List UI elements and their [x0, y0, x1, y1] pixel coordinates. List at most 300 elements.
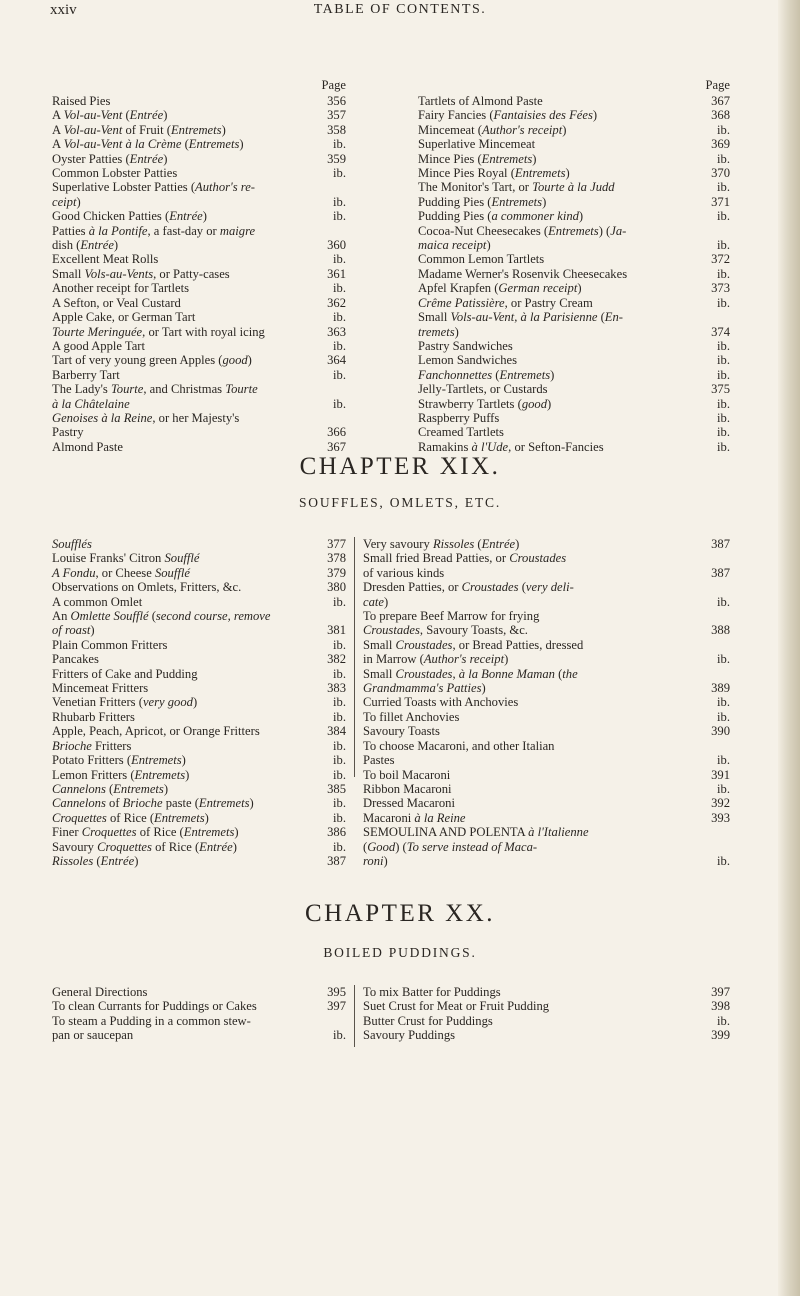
toc-page-number: ib.: [717, 1013, 730, 1028]
toc-page-number: ib.: [717, 709, 730, 724]
toc-entry-title: Pastry: [52, 425, 84, 440]
toc-column-ch20-left: [52, 985, 346, 1043]
toc-page-number: ib.: [333, 137, 346, 152]
column-divider: [354, 537, 355, 777]
toc-entry-title: Observations on Omlets, Fritters, &c.: [52, 580, 242, 595]
toc-entry-title: Small Vols-au-Vent, à la Parisienne (En-: [418, 310, 623, 325]
toc-entry: [363, 681, 730, 695]
toc-page-number: 363: [327, 324, 346, 339]
toc-entry: [52, 566, 346, 580]
toc-page-number: 368: [711, 108, 730, 123]
chapter-subtitle: BOILED PUDDINGS.: [323, 945, 477, 960]
toc-entry: [363, 796, 730, 810]
toc-entry: [363, 551, 730, 565]
toc-page-number: 359: [327, 151, 346, 166]
toc-page-number: 367: [711, 94, 730, 108]
toc-page-number: ib.: [333, 367, 346, 382]
toc-entry-title: Ribbon Macaroni: [363, 781, 452, 796]
toc-entry-title: Fairy Fancies (Fantaisies des Fées): [418, 108, 598, 123]
toc-entry-title: Ramakins à l'Ude, or Sefton-Fancies: [418, 439, 604, 454]
toc-entry-title: Creamed Tartlets: [418, 425, 504, 440]
toc-page-number: 361: [327, 266, 346, 281]
toc-entry-title: Small Croustades, à la Bonne Maman (the: [363, 666, 578, 681]
toc-entry-title: Mincemeat Fritters: [52, 681, 149, 696]
toc-page-number: 375: [711, 382, 730, 397]
toc-page-number: ib.: [717, 425, 730, 440]
toc-entry-title: in Marrow (Author's receipt): [363, 652, 509, 667]
toc-page-number: ib.: [333, 1028, 346, 1043]
toc-entry: [52, 397, 346, 411]
toc-page-number: ib.: [333, 396, 346, 411]
toc-page-number: 391: [711, 767, 730, 782]
toc-entry: [418, 123, 730, 137]
toc-entry-title: To choose Macaroni, and other Italian: [363, 738, 555, 753]
toc-entry: [52, 325, 346, 339]
toc-entry: [363, 609, 730, 623]
toc-entry: [363, 537, 730, 551]
toc-entry: [52, 753, 346, 767]
toc-entry-title: Curried Toasts with Anchovies: [363, 695, 519, 710]
toc-page-number: 399: [711, 1028, 730, 1043]
toc-entry-title: Apple, Peach, Apricot, or Orange Fritters: [52, 724, 260, 739]
toc-entry: [52, 166, 346, 180]
toc-page-number: ib.: [333, 252, 346, 267]
toc-page-number: ib.: [333, 637, 346, 652]
toc-entry: [418, 382, 730, 396]
toc-page-number: 358: [327, 122, 346, 137]
toc-entry-title: Crême Patissière, or Pastry Cream: [418, 295, 593, 310]
toc-entry: [52, 353, 346, 367]
toc-entry: [363, 1028, 730, 1042]
toc-entry-title: Venetian Fritters (very good): [52, 695, 198, 710]
toc-entry: [52, 724, 346, 738]
toc-entry: [363, 999, 730, 1013]
toc-entry: [52, 123, 346, 137]
toc-entry: [418, 397, 730, 411]
toc-page-number: ib.: [717, 367, 730, 382]
toc-entry: [52, 796, 346, 810]
toc-entry: [363, 652, 730, 666]
toc-page-number: ib.: [717, 151, 730, 166]
toc-entry: [363, 985, 730, 999]
column-divider: [354, 985, 355, 1047]
toc-page-number: ib.: [717, 238, 730, 253]
toc-entry-title: Small Vols-au-Vents, or Patty-cases: [52, 266, 230, 281]
toc-entry-title: Pastes: [363, 753, 395, 768]
toc-page-number: 367: [327, 439, 346, 454]
toc-page-number: ib.: [717, 594, 730, 609]
toc-entry: [52, 152, 346, 166]
toc-column-ch19-right: [363, 537, 730, 868]
toc-entry: [418, 353, 730, 367]
toc-entry-title: Good Chicken Patties (Entrée): [52, 209, 207, 224]
toc-entry-title: Macaroni à la Reine: [363, 810, 466, 825]
toc-entry: [52, 782, 346, 796]
toc-entry-title: To clean Currants for Puddings or Cakes: [52, 999, 257, 1014]
toc-page-number: 386: [327, 825, 346, 840]
toc-entry: [52, 310, 346, 324]
toc-entry: [363, 840, 730, 854]
toc-page-number: 372: [711, 252, 730, 267]
toc-page-number: 366: [327, 425, 346, 440]
toc-entry: [52, 999, 346, 1013]
toc-column-ch19-left: [52, 537, 346, 868]
toc-entry-title: of various kinds: [363, 565, 445, 580]
toc-entry-title: Savoury Puddings: [363, 1028, 456, 1043]
toc-entry-title: Fritters of Cake and Pudding: [52, 666, 198, 681]
toc-column-ch20-right: [363, 985, 730, 1043]
toc-entry-title: Superlative Lobster Patties (Author's re-: [52, 180, 255, 195]
toc-entry-title: cate): [363, 594, 389, 609]
toc-page-number: ib.: [333, 338, 346, 353]
toc-page-number: ib.: [717, 353, 730, 368]
toc-entry: [418, 209, 730, 223]
toc-page-number: ib.: [333, 839, 346, 854]
toc-entry-title: Savoury Toasts: [363, 724, 440, 739]
toc-entry: [52, 854, 346, 868]
toc-entry: [418, 195, 730, 209]
toc-entry-title: Mincemeat (Author's receipt): [418, 122, 567, 137]
toc-entry-title: Small Croustades, or Bread Patties, dressed: [363, 637, 584, 652]
toc-entry-title: pan or saucepan: [52, 1028, 134, 1043]
toc-page-number: ib.: [717, 853, 730, 868]
toc-column-ch18-left: [52, 78, 346, 454]
toc-entry: [52, 652, 346, 666]
toc-entry-title: The Monitor's Tart, or Tourte à la Judd: [418, 180, 615, 195]
toc-entry-title: Pastry Sandwiches: [418, 338, 513, 353]
toc-entry: [418, 425, 730, 439]
toc-page-number: ib.: [333, 796, 346, 811]
toc-entry-title: Apfel Krapfen (German receipt): [418, 281, 582, 296]
toc-entry: [418, 152, 730, 166]
toc-entry: [52, 825, 346, 839]
toc-entry: [363, 695, 730, 709]
toc-entry-title: Pudding Pies (a commoner kind): [418, 209, 584, 224]
toc-page-number: ib.: [717, 439, 730, 454]
toc-entry-title: Rhubarb Fritters: [52, 709, 135, 724]
toc-page-number: 393: [711, 810, 730, 825]
toc-page-number: ib.: [333, 695, 346, 710]
toc-page-number: 357: [327, 108, 346, 123]
toc-page-number: 381: [327, 623, 346, 638]
toc-page-number: 390: [711, 724, 730, 739]
toc-entry-title: To steam a Pudding in a common stew-: [52, 1013, 251, 1028]
toc-entry-title: To boil Macaroni: [363, 767, 451, 782]
toc-page-number: ib.: [333, 209, 346, 224]
page-column-label: Page: [321, 78, 346, 92]
page-column-label: Page: [705, 78, 730, 92]
toc-page-number: 384: [327, 724, 346, 739]
toc-entry: [418, 339, 730, 353]
toc-entry: [363, 782, 730, 796]
toc-page-number: 364: [327, 353, 346, 368]
toc-entry-title: Croustades, Savoury Toasts, &c.: [363, 623, 528, 638]
toc-entry-title: To prepare Beef Marrow for frying: [363, 609, 540, 624]
toc-page-number: 385: [327, 781, 346, 796]
toc-entry-title: Louise Franks' Citron Soufflé: [52, 551, 200, 566]
toc-entry: [52, 695, 346, 709]
toc-page-number: 387: [327, 853, 346, 868]
toc-page-number: 362: [327, 295, 346, 310]
toc-page-number: ib.: [717, 396, 730, 411]
toc-entry-title: maica receipt): [418, 238, 491, 253]
toc-entry: [363, 768, 730, 782]
toc-entry-title: of roast): [52, 623, 95, 638]
toc-entry-title: Jelly-Tartlets, or Custards: [418, 382, 548, 397]
toc-page-number: ib.: [333, 281, 346, 296]
toc-entry-title: Suet Crust for Meat or Fruit Pudding: [363, 999, 550, 1014]
toc-entry: [418, 224, 730, 238]
toc-page-number: 377: [327, 537, 346, 551]
toc-entry-title: An Omlette Soufflé (second course, remove: [52, 609, 271, 624]
page-edge-shadow: [778, 0, 800, 1296]
toc-page-number: ib.: [717, 338, 730, 353]
toc-column-ch18-right: [418, 78, 730, 454]
toc-page-number: 387: [711, 565, 730, 580]
toc-entry: [418, 180, 730, 194]
toc-page-number: 373: [711, 281, 730, 296]
toc-entry: [363, 739, 730, 753]
toc-entry-title: To mix Batter for Puddings: [363, 985, 501, 999]
toc-page-number: ib.: [333, 666, 346, 681]
toc-entry-title: Mince Pies Royal (Entremets): [418, 166, 570, 181]
toc-entry-title: Common Lobster Patties: [52, 166, 178, 181]
toc-entry: [363, 667, 730, 681]
toc-entry-title: Grandmamma's Patties): [363, 681, 486, 696]
toc-entry-title: Madame Werner's Rosenvik Cheesecakes: [418, 266, 628, 281]
toc-entry: [418, 411, 730, 425]
toc-page-number: 379: [327, 565, 346, 580]
toc-entry-title: Cannelons of Brioche paste (Entremets): [52, 796, 254, 811]
toc-page-number: 378: [327, 551, 346, 566]
toc-entry: [52, 267, 346, 281]
toc-entry: [363, 811, 730, 825]
toc-entry: [52, 411, 346, 425]
toc-entry-title: General Directions: [52, 985, 148, 999]
toc-page-number: ib.: [717, 266, 730, 281]
toc-entry-title: Common Lemon Tartlets: [418, 252, 545, 267]
toc-entry: [363, 724, 730, 738]
toc-page-number: ib.: [717, 695, 730, 710]
toc-entry: [418, 281, 730, 295]
toc-entry: [363, 825, 730, 839]
toc-entry: [418, 368, 730, 382]
toc-entry: [52, 209, 346, 223]
toc-entry-title: To fillet Anchovies: [363, 709, 460, 724]
toc-page-number: 392: [711, 796, 730, 811]
toc-page-number: 387: [711, 537, 730, 551]
toc-entry: [52, 710, 346, 724]
toc-entry: [418, 296, 730, 310]
toc-entry: [52, 667, 346, 681]
toc-page-number: 397: [711, 985, 730, 999]
toc-entry: [418, 166, 730, 180]
toc-entry-title: Pudding Pies (Entremets): [418, 194, 547, 209]
toc-page-number: ib.: [333, 709, 346, 724]
toc-entry: [52, 623, 346, 637]
toc-entry: [52, 595, 346, 609]
toc-entry: [52, 551, 346, 565]
toc-entry: [52, 537, 346, 551]
toc-entry-title: Dresden Patties, or Croustades (very deli-: [363, 580, 574, 595]
toc-page-number: ib.: [717, 209, 730, 224]
toc-page-number: 389: [711, 681, 730, 696]
toc-entry-title: à la Châtelaine: [52, 396, 130, 411]
toc-entry: [52, 224, 346, 238]
toc-entry-title: Lemon Fritters (Entremets): [52, 767, 190, 782]
toc-entry: [52, 440, 346, 454]
toc-entry: [52, 840, 346, 854]
toc-entry-title: Brioche Fritters: [52, 738, 132, 753]
toc-page-number: 395: [327, 985, 346, 999]
toc-page-number: 371: [711, 194, 730, 209]
toc-page-number: 398: [711, 999, 730, 1014]
toc-entry-title: Potato Fritters (Entremets): [52, 753, 186, 768]
toc-entry: [418, 267, 730, 281]
toc-entry: [363, 566, 730, 580]
toc-entry: [52, 180, 346, 194]
toc-entry-title: dish (Entrée): [52, 238, 119, 253]
toc-page-number: 383: [327, 681, 346, 696]
toc-page-number: 380: [327, 580, 346, 595]
toc-entry: [418, 94, 730, 108]
toc-entry: [363, 1014, 730, 1028]
toc-entry: [363, 638, 730, 652]
toc-entry-title: Strawberry Tartlets (good): [418, 396, 552, 411]
toc-entry: [52, 137, 346, 151]
toc-entry: [418, 325, 730, 339]
toc-entry-title: Genoises à la Reine, or her Majesty's: [52, 410, 240, 425]
toc-page-number: ib.: [333, 166, 346, 181]
toc-page-number: 360: [327, 238, 346, 253]
toc-entry: [52, 580, 346, 594]
chapter-heading: CHAPTER XX.: [304, 900, 495, 927]
toc-entry: [52, 811, 346, 825]
toc-entry: [363, 753, 730, 767]
toc-entry-title: Raspberry Puffs: [418, 410, 500, 425]
chapter-subtitle: SOUFFLES, OMLETS, ETC.: [299, 495, 501, 510]
toc-page-number: 356: [327, 94, 346, 108]
toc-page-number: 382: [327, 652, 346, 667]
toc-entry-title: Dressed Macaroni: [363, 796, 455, 811]
toc-entry: [52, 94, 346, 108]
toc-page-number: ib.: [717, 122, 730, 137]
toc-entry: [52, 609, 346, 623]
toc-entry-title: Cannelons (Entremets): [52, 781, 169, 796]
toc-entry-title: Mince Pies (Entremets): [418, 151, 537, 166]
folio-number: xxiv: [50, 2, 77, 18]
toc-entry-title: Cocoa-Nut Cheesecakes (Entremets) (Ja-: [418, 223, 627, 238]
toc-entry-title: A Vol-au-Vent à la Crème (Entremets): [52, 137, 244, 152]
toc-entry: [52, 985, 346, 999]
toc-entry: [418, 310, 730, 324]
toc-page-number: ib.: [717, 753, 730, 768]
toc-entry-title: A common Omlet: [52, 594, 143, 609]
toc-page-number: 388: [711, 623, 730, 638]
toc-entry-title: roni): [363, 853, 388, 868]
toc-entry-title: Lemon Sandwiches: [418, 353, 517, 368]
toc-entry-title: Very savoury Rissoles (Entrée): [363, 537, 520, 551]
toc-page-number: ib.: [717, 180, 730, 195]
toc-entry: [52, 382, 346, 396]
toc-entry-title: Superlative Mincemeat: [418, 137, 536, 152]
toc-entry: [418, 252, 730, 266]
toc-page-number: ib.: [333, 738, 346, 753]
toc-page-number: ib.: [333, 194, 346, 209]
toc-entry-title: Soufflés: [52, 537, 92, 551]
toc-entry-title: Apple Cake, or German Tart: [52, 310, 196, 325]
toc-entry-title: SEMOULINA AND POLENTA à l'Italienne: [363, 825, 589, 840]
toc-entry-title: Excellent Meat Rolls: [52, 252, 159, 267]
toc-page-number: ib.: [717, 410, 730, 425]
toc-entry-title: Fanchonnettes (Entremets): [418, 367, 555, 382]
toc-entry-title: Finer Croquettes of Rice (Entremets): [52, 825, 239, 840]
toc-entry: [363, 710, 730, 724]
toc-entry: [52, 768, 346, 782]
toc-entry-title: Patties à la Pontife, a fast-day or maigre: [52, 223, 256, 238]
toc-entry: [52, 1028, 346, 1042]
toc-entry-title: A good Apple Tart: [52, 338, 145, 353]
toc-entry-title: Rissoles (Entrée): [52, 853, 139, 868]
toc-entry: [52, 1014, 346, 1028]
toc-page-number: ib.: [333, 310, 346, 325]
toc-entry-title: Savoury Croquettes of Rice (Entrée): [52, 839, 237, 854]
toc-entry: [52, 108, 346, 122]
toc-entry: [52, 252, 346, 266]
toc-entry: [52, 739, 346, 753]
toc-entry-title: Tart of very young green Apples (good): [52, 353, 252, 368]
toc-entry-title: A Vol-au-Vent (Entrée): [52, 108, 168, 123]
toc-page-number: 397: [327, 999, 346, 1014]
toc-entry-title: The Lady's Tourte, and Christmas Tourte: [52, 382, 258, 397]
toc-entry: [363, 595, 730, 609]
toc-entry: [363, 580, 730, 594]
chapter-heading: CHAPTER XIX.: [299, 453, 501, 480]
toc-entry-title: A Fondu, or Cheese Soufflé: [52, 565, 190, 580]
toc-page-number: 370: [711, 166, 730, 181]
toc-entry-title: Another receipt for Tartlets: [52, 281, 190, 296]
toc-entry: [52, 368, 346, 382]
toc-page-number: ib.: [333, 753, 346, 768]
toc-page-number: ib.: [333, 594, 346, 609]
toc-entry: [418, 440, 730, 454]
toc-page-number: ib.: [717, 781, 730, 796]
toc-entry: [418, 137, 730, 151]
toc-entry-title: Barberry Tart: [52, 367, 120, 382]
toc-entry-title: A Vol-au-Vent of Fruit (Entremets): [52, 122, 226, 137]
toc-entry-title: Butter Crust for Puddings: [363, 1013, 493, 1028]
toc-entry: [363, 854, 730, 868]
toc-entry-title: Tartlets of Almond Paste: [418, 94, 543, 108]
toc-entry-title: tremets): [418, 324, 459, 339]
toc-entry: [52, 339, 346, 353]
toc-entry-title: (Good) (To serve instead of Maca-: [363, 839, 538, 854]
toc-entry: [52, 238, 346, 252]
toc-entry-title: A Sefton, or Veal Custard: [52, 295, 181, 310]
toc-entry: [52, 638, 346, 652]
toc-entry: [418, 238, 730, 252]
toc-entry-title: Croquettes of Rice (Entremets): [52, 810, 209, 825]
toc-entry-title: Plain Common Fritters: [52, 637, 168, 652]
toc-entry-title: Small fried Bread Patties, or Croustades: [363, 551, 567, 566]
toc-entry-title: Oyster Patties (Entrée): [52, 151, 168, 166]
toc-page-number: ib.: [333, 767, 346, 782]
toc-page-number: 369: [711, 137, 730, 152]
toc-entry-title: Pancakes: [52, 652, 99, 667]
toc-entry-title: Raised Pies: [52, 94, 111, 108]
toc-page-number: 374: [711, 324, 730, 339]
running-title: TABLE OF CONTENTS.: [313, 2, 487, 17]
